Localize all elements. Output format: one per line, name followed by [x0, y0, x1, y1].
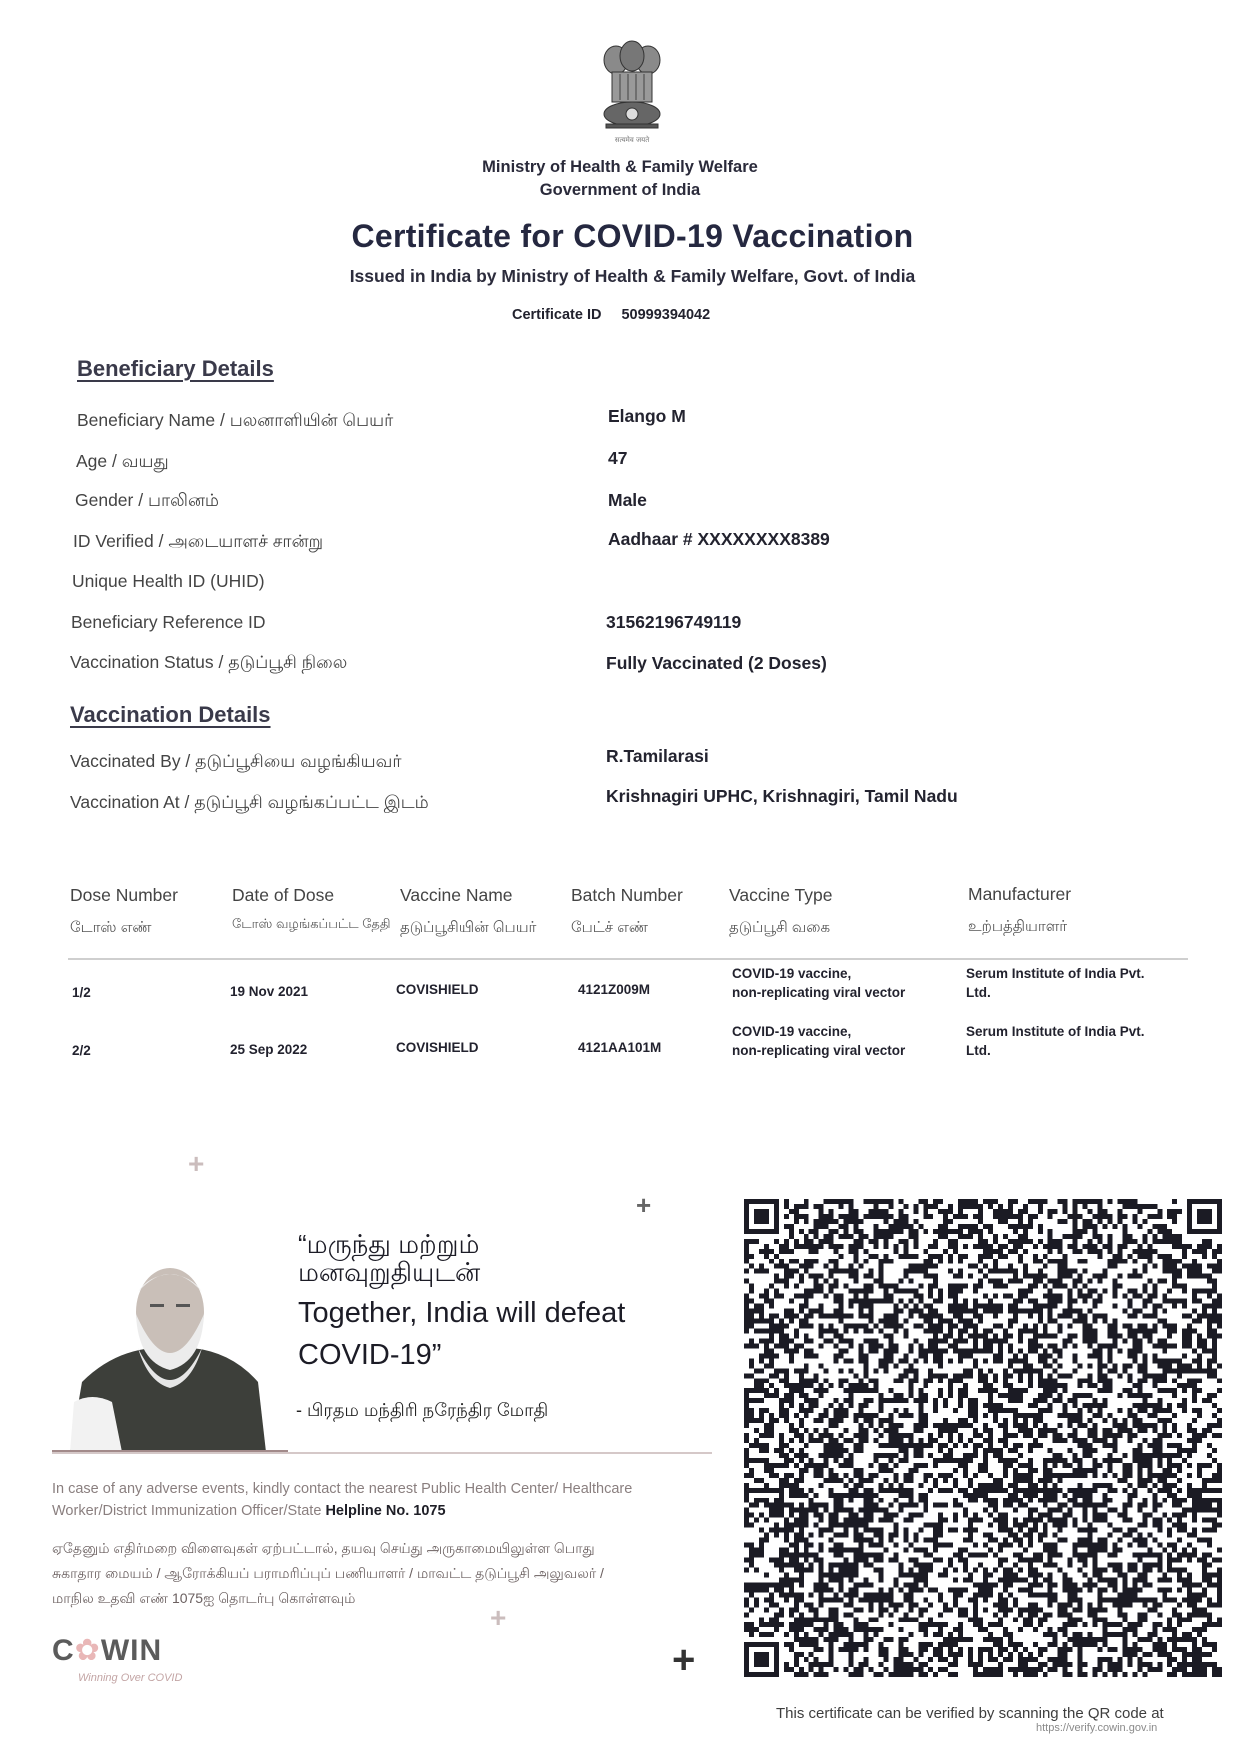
batch-number: 4121Z009M	[578, 982, 651, 997]
adverse-events-notice-tamil: ஏதேனும் எதிர்மறை விளைவுகள் ஏற்பட்டால், தயவு செய்து அருகாமையிலுள்ள பொது சுகாதார மையம் / ஆரோக்கியப் பராமரிப்புப் பணியாளர் / மாவட்ட தடுப்பூசி அலுவலர் / மாநில உதவி எண் 1075ஐ தொடர்பு கொள்ளவும்	[52, 1540, 604, 1606]
beneficiary-name-label: Beneficiary Name / பலனாளியின் பெயர்	[77, 410, 394, 430]
age-label: Age / வயது	[76, 451, 169, 471]
col-dose-number: Dose Number டோஸ் எண்	[70, 885, 178, 936]
certificate-id	[512, 307, 710, 323]
plus-decoration-icon: +	[490, 1602, 507, 1633]
manufacturer: Serum Institute of India Pvt. Ltd.	[966, 1024, 1145, 1058]
helpline-number: Helpline No. 1075	[325, 1503, 446, 1519]
pm-quote: “மருந்து மற்றும் மனவுறுதியுடன் Together, India will defeat COVID-19”	[298, 1229, 626, 1371]
plus-decoration-icon: +	[636, 1190, 652, 1220]
manufacturer: Serum Institute of India Pvt. Ltd.	[966, 966, 1145, 1000]
id-verified-value: Aadhaar # XXXXXXXX8389	[608, 529, 830, 549]
uhid-label: Unique Health ID (UHID)	[72, 571, 265, 591]
vaccine-type: COVID-19 vaccine, non-replicating viral vector	[732, 1024, 906, 1058]
cowin-virus-icon: ✿	[74, 1634, 101, 1667]
vaccinated-by-value: R.Tamilarasi	[606, 746, 709, 766]
svg-text:सत्यमेव जयते: सत्यमेव जयते	[614, 136, 650, 144]
beneficiary-name-value: Elango M	[608, 406, 686, 426]
batch-number: 4121AA101M	[578, 1040, 662, 1055]
vaccination-at-label: Vaccination At / தடுப்பூசி வழங்கப்பட்ட இடம்	[70, 792, 429, 812]
certificate-id-label: Certificate ID	[512, 307, 602, 323]
verification-qr-code[interactable]	[744, 1197, 1222, 1679]
vaccinated-by-label: Vaccinated By / தடுப்பூசியை வழங்கியவர்	[70, 751, 402, 771]
verification-note: This certificate can be verified by scanning the QR code at	[776, 1705, 1164, 1722]
vaccine-name: COVISHIELD	[396, 982, 479, 997]
beneficiary-details-heading: Beneficiary Details	[77, 356, 274, 381]
page-title: Certificate for COVID-19 Vaccination	[351, 218, 914, 254]
col-vaccine-name: Vaccine Name தடுப்பூசியின் பெயர்	[400, 885, 537, 936]
government-line: Government of India	[539, 181, 701, 199]
table-divider	[68, 958, 1188, 960]
cowin-logo: C✿WIN	[52, 1634, 163, 1667]
dose-number: 1/2	[72, 985, 91, 1000]
national-emblem-icon	[596, 38, 668, 148]
ministry-name	[0, 156, 1240, 202]
dose-number: 2/2	[72, 1043, 91, 1058]
certificate-id-value: 50999394042	[621, 307, 711, 323]
page-subtitle: Issued in India by Ministry of Health & Family Welfare, Govt. of India	[349, 266, 916, 286]
col-vaccine-type: Vaccine Type தடுப்பூசி வகை	[729, 885, 833, 936]
cowin-tagline: Winning Over COVID	[78, 1672, 183, 1684]
col-batch-number: Batch Number பேட்ச் எண்	[571, 885, 683, 936]
plus-decoration-icon: +	[672, 1638, 696, 1682]
quote-attribution: - பிரதம மந்திரி நரேந்திர மோதி	[296, 1400, 549, 1420]
vaccination-status-value: Fully Vaccinated (2 Doses)	[606, 653, 827, 673]
dose-date: 19 Nov 2021	[230, 984, 309, 999]
verification-url[interactable]: https://verify.cowin.gov.in	[1036, 1722, 1158, 1734]
id-verified-label: ID Verified / அடையாளச் சான்று	[73, 531, 324, 551]
prime-minister-portrait	[52, 1252, 288, 1452]
vaccine-type: COVID-19 vaccine, non-replicating viral vector	[732, 966, 906, 1000]
col-manufacturer: Manufacturer உற்பத்தியாளர்	[968, 884, 1072, 935]
section-divider	[52, 1452, 712, 1454]
age-value: 47	[608, 448, 628, 468]
vaccination-at-value: Krishnagiri UPHC, Krishnagiri, Tamil Nadu	[606, 786, 958, 806]
dose-date: 25 Sep 2022	[230, 1042, 308, 1057]
gender-label: Gender / பாலினம்	[75, 490, 219, 510]
beneficiary-reference-id-label: Beneficiary Reference ID	[71, 612, 266, 632]
ministry-line: Ministry of Health & Family Welfare	[482, 158, 758, 176]
beneficiary-reference-id-value: 31562196749119	[606, 612, 742, 632]
vaccine-name: COVISHIELD	[396, 1040, 479, 1055]
vaccination-status-label: Vaccination Status / தடுப்பூசி நிலை	[70, 652, 348, 672]
vaccination-details-heading: Vaccination Details	[70, 702, 271, 727]
adverse-events-notice: In case of any adverse events, kindly contact the nearest Public Health Center/ Healthcare Worker/District Immunization Officer/State Helpline No. 1075	[52, 1481, 633, 1519]
gender-value: Male	[608, 490, 647, 510]
col-date-of-dose: Date of Dose டோஸ் வழங்கப்பட்ட தேதி	[232, 885, 391, 931]
plus-decoration-icon: +	[188, 1148, 205, 1179]
